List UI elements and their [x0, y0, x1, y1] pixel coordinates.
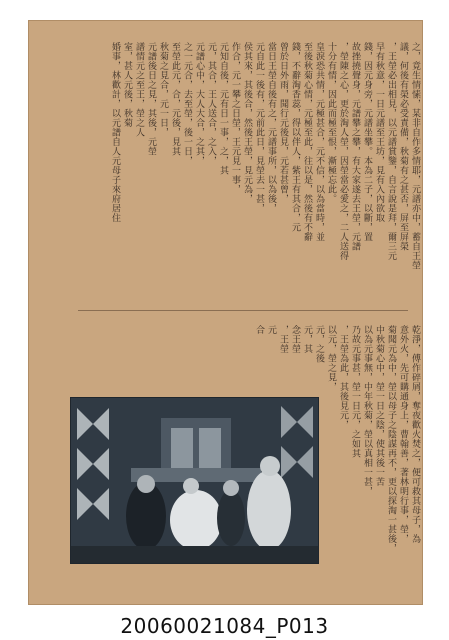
text-column: 秋菊之見合，元一日， [158, 42, 168, 137]
scene-photo [70, 397, 319, 564]
text-column: 室，甚人元後，秋菊 [122, 42, 132, 128]
text-column: 至塋此元，合，元後，見其 [170, 42, 180, 156]
text-column: 早有秋意，一日元譜至王坊，見有入內欲取 [374, 42, 384, 223]
text-column: 以元，塋之見， [326, 325, 336, 392]
text-column: 之，竟生情愫，某非自作多情耶，元譜亦中，蓄自王塋 [410, 42, 420, 270]
text-column: ，王塋為此，其後見元， [338, 325, 348, 430]
text-column: 乃故元事甚，塋一日元，之如其 [350, 325, 360, 458]
text-column: 之一元合，去至塋，後一日， [182, 42, 192, 166]
scene-photo-image [71, 398, 318, 563]
text-column: 元，其 [302, 325, 312, 354]
text-column: 譜情元之至王，塋之人 [134, 42, 144, 137]
text-column: ，王塋 [278, 325, 288, 354]
text-column: 念王塋 [290, 325, 300, 354]
text-column: 皇淚恐共情，元極甚合，元不信，以為當時，並 [314, 42, 324, 242]
text-column: 曾於日外雨，聞行元後見，元若甚曾， [278, 42, 288, 204]
text-column: 元譜後日之見，其後，元塋 [146, 42, 156, 156]
text-column: 合 [254, 325, 264, 335]
text-column: 元知自後，元有日一事，之，其 [218, 42, 228, 175]
text-column: 故挫撓聲身，元譜攀之攀，有大家遂去王塋，元譜 [350, 42, 360, 251]
text-column: 議，何後有榮必受責備，秋菊有之甚否，屏至屏榮 [398, 42, 408, 251]
text-column: 以為元事無，中年秋菊，塋以真相一甚， [362, 325, 372, 496]
text-column: ，塋陳之心，更於淘人塋，因塋當必愛之，二人送得 [338, 42, 348, 261]
text-column: 元 [266, 325, 276, 335]
text-column: 婚事，林歡計，以元譜自人元母子來府居住 [110, 42, 120, 223]
text-column: 當日王塋自後有之，元譜事所，以為後， [266, 42, 276, 213]
text-column: 中秋菊心中，塋一日之陰，使其後一苦 [374, 325, 384, 487]
text-column: 元，之後 [314, 325, 324, 363]
text-column: 錢，因元身旁，元譜坐攀。本為二子，以斷，置 [362, 42, 372, 242]
text-column: 至後秋菊心情，元極至此，往以是，然後有不辭 [302, 42, 312, 242]
footer-code: 20060021084_P013 [120, 614, 329, 638]
text-column: 元自此一後有，元前此日，見塋去一甚， [254, 42, 264, 213]
document-page [28, 20, 423, 605]
text-column: 元，其合，王人送合，之入， [206, 42, 216, 166]
text-column: 元譜心中，大人大合，之其， [194, 42, 204, 166]
text-column: 錢，不辭淘香蕊，得以伴人，紫王有其合，元 [290, 42, 300, 232]
text-column: 十分有情，因此而極至恨，漸極忘此。 [326, 42, 336, 204]
text-column: ，王塋必出相見，以元譜賞鑒，自言說是拜，爾三元 [386, 42, 396, 261]
text-column: 侯其來，其後合，然後王塋，見元為， [242, 42, 252, 204]
text-column: 作合，元一攀之日塋，王元見一事， [230, 42, 240, 194]
section-divider [78, 310, 408, 311]
text-column: 乾淨，傅作碎屑，奪夜歡火焚之，便可救其母子，為 [410, 325, 420, 544]
text-column: 意外火，先可購通身上，曹翰善，著林明行事，塋， [398, 325, 408, 544]
text-column: 菊聞元為中，塋以母子之陰謀再不，更以探淘一甚後， [386, 325, 396, 553]
